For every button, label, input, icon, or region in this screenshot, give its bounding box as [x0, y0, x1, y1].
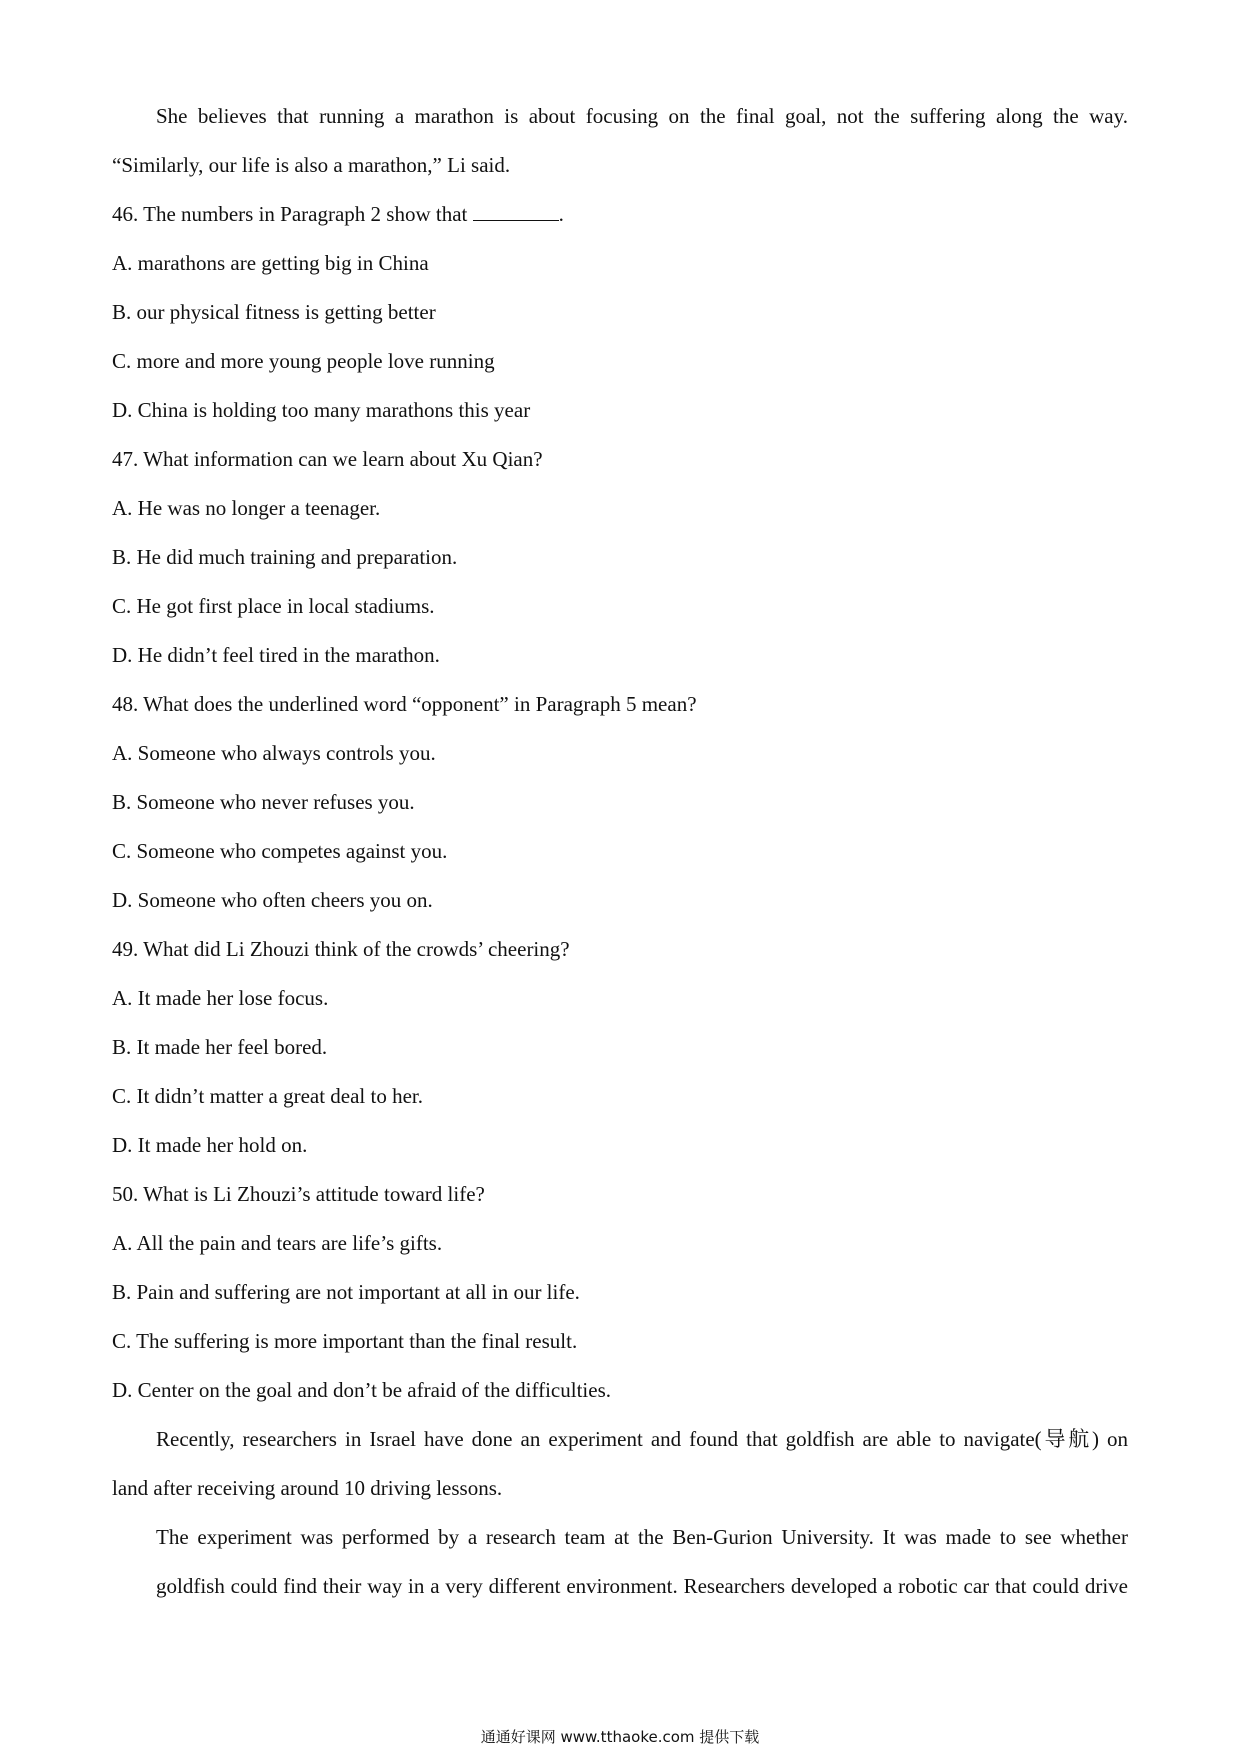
- question-47-option-b: B. He did much training and preparation.: [112, 545, 458, 569]
- question-46-option-c: C. more and more young people love running: [112, 349, 495, 373]
- question-49-stem: 49. What did Li Zhouzi think of the crowds’ cheering?: [112, 937, 570, 961]
- document-page: [112, 92, 1128, 1611]
- question-48-option-d: D. Someone who often cheers you on.: [112, 888, 433, 912]
- passage-line: “Similarly, our life is also a marathon,” Li said.: [112, 153, 511, 177]
- question-47-option-c: C. He got first place in local stadiums.: [112, 594, 435, 618]
- question-49-option-c: C. It didn’t matter a great deal to her.: [112, 1084, 424, 1108]
- question-49-option-d: D. It made her hold on.: [112, 1133, 308, 1157]
- page-footer: 通通好课网 www.tthaoke.com 提供下载: [480, 1728, 760, 1746]
- passage-line: Recently, researchers in Israel have done an experiment and found that goldfish are able to navigate(导航) on: [156, 1427, 1128, 1451]
- question-49-option-b: B. It made her feel bored.: [112, 1035, 328, 1059]
- question-49-option-a: A. It made her lose focus.: [112, 986, 329, 1010]
- passage-line: land after receiving around 10 driving lessons.: [112, 1476, 503, 1500]
- question-stem-text: .: [558, 202, 564, 226]
- question-50-stem: 50. What is Li Zhouzi’s attitude toward life?: [112, 1182, 485, 1206]
- question-48-option-a: A. Someone who always controls you.: [112, 741, 436, 765]
- passage-line: She believes that running a marathon is about focusing on the final goal, not the suffering along the way.: [156, 104, 1128, 128]
- question-46-option-a: A. marathons are getting big in China: [112, 251, 429, 275]
- question-46-option-d: D. China is holding too many marathons this year: [112, 398, 531, 422]
- question-47-option-d: D. He didn’t feel tired in the marathon.: [112, 643, 440, 667]
- question-50-option-c: C. The suffering is more important than the final result.: [112, 1329, 578, 1353]
- question-47-stem: 47. What information can we learn about Xu Qian?: [112, 447, 543, 471]
- question-50-option-d: D. Center on the goal and don’t be afraid of the difficulties.: [112, 1378, 611, 1402]
- passage-line: The experiment was performed by a research team at the Ben-Gurion University. It was made to see whether: [156, 1525, 1128, 1549]
- question-50-option-a: A. All the pain and tears are life’s gifts.: [112, 1231, 443, 1255]
- question-46-stem: [112, 190, 1128, 239]
- question-47-option-a: A. He was no longer a teenager.: [112, 496, 381, 520]
- question-48-option-c: C. Someone who competes against you.: [112, 839, 448, 863]
- question-46-option-b: B. our physical fitness is getting better: [112, 300, 436, 324]
- answer-blank: [473, 202, 559, 221]
- question-50-option-b: B. Pain and suffering are not important at all in our life.: [112, 1280, 580, 1304]
- passage-line: goldfish could find their way in a very different environment. Researchers developed a robotic car that could drive: [156, 1574, 1128, 1598]
- question-stem-text: 46. The numbers in Paragraph 2 show that: [112, 202, 473, 226]
- question-48-stem: 48. What does the underlined word “opponent” in Paragraph 5 mean?: [112, 692, 697, 716]
- question-48-option-b: B. Someone who never refuses you.: [112, 790, 415, 814]
